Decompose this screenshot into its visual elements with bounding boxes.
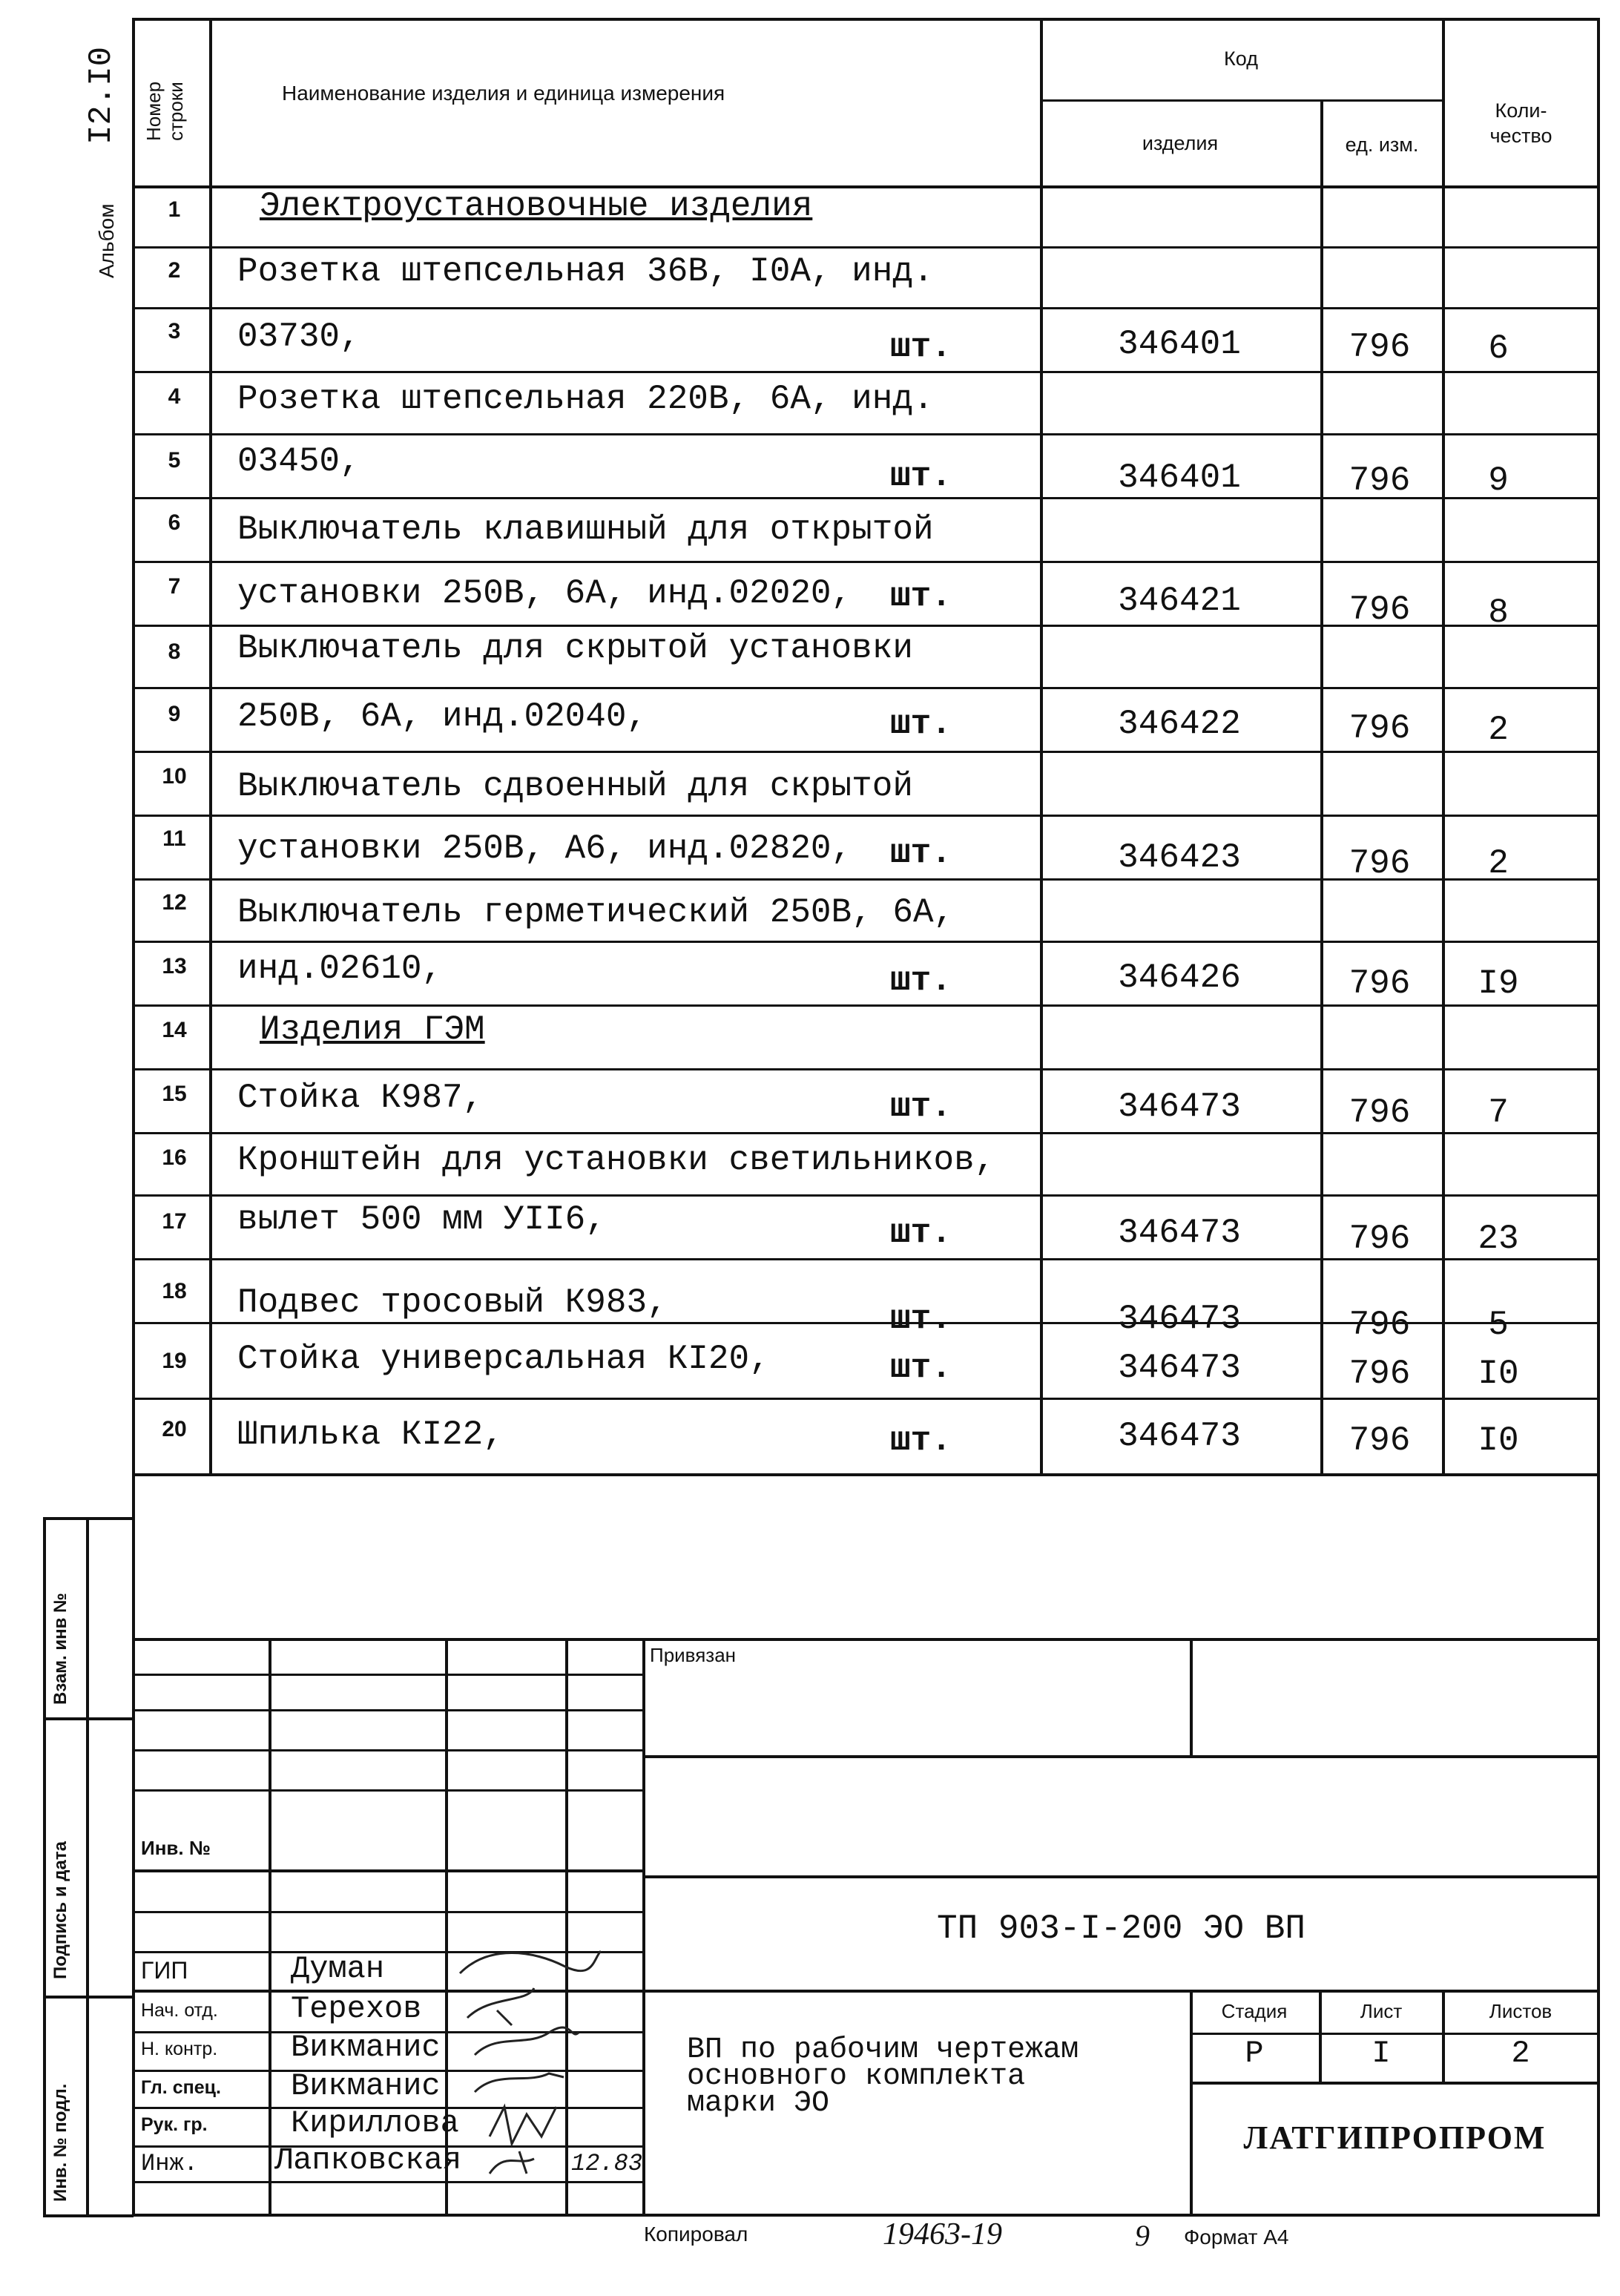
tb-doc-code: ТП 903-I-200 ЭО ВП	[937, 1910, 1305, 1948]
tb-code-top	[642, 1875, 1600, 1878]
row-qty: 8	[1488, 593, 1509, 632]
tb-left-row	[132, 1749, 644, 1751]
row-number: 11	[162, 826, 186, 851]
row-number: 4	[168, 384, 181, 409]
row-line	[132, 1194, 1600, 1197]
row-ucode: 796	[1349, 1306, 1411, 1344]
margin-inv-podl: Инв. № подл.	[50, 2083, 70, 2202]
row-name: вылет 500 мм УII6,	[237, 1200, 606, 1239]
frame-left	[132, 18, 135, 2215]
row-name: инд.02610,	[237, 950, 443, 988]
header-name: Наименование изделия и единица измерения	[282, 82, 725, 105]
tb-doc-title: ВП по рабочим чертежам основного комплекта марки ЭО	[687, 2033, 1079, 2120]
tb-role: Гл. спец.	[141, 2077, 221, 2098]
tb-privyazan-bottom	[642, 1755, 1600, 1758]
row-number: 3	[168, 319, 181, 343]
row-line	[132, 815, 1600, 817]
row-number: 14	[162, 1018, 187, 1042]
row-code: 346473	[1118, 1214, 1241, 1252]
row-name: Стойка К987,	[237, 1079, 484, 1117]
kod-subline	[1040, 99, 1442, 102]
row-number: 15	[162, 1082, 187, 1106]
tb-role: Инж.	[141, 2150, 198, 2177]
margin-strip-sep1	[43, 1717, 134, 1720]
row-line	[132, 1398, 1600, 1400]
row-code: 346473	[1118, 1088, 1241, 1126]
row-code: 346401	[1118, 458, 1241, 497]
row-line	[132, 1004, 1600, 1007]
row-name: Кронштейн для установки светильников,	[237, 1141, 995, 1180]
row-number: 9	[168, 702, 181, 726]
tb-org: ЛАТГИПРОПРОМ	[1243, 2119, 1547, 2156]
row-unit: шт.	[890, 834, 952, 872]
tb-person: Думан	[291, 1951, 385, 1987]
row-qty: 5	[1488, 1306, 1509, 1344]
row-ucode: 796	[1349, 964, 1411, 1003]
margin-strip-left	[43, 1517, 46, 2214]
row-number: 13	[162, 954, 187, 978]
row-unit: шт.	[890, 1300, 952, 1338]
tb-title-right	[1190, 1990, 1193, 2215]
row-unit: шт.	[890, 577, 952, 616]
tb-stadia-labels-bottom	[1190, 2033, 1600, 2035]
row-number: 18	[162, 1279, 187, 1303]
margin-strip-bottom	[43, 2214, 134, 2217]
row-ucode: 796	[1349, 328, 1411, 366]
row-number: 19	[162, 1349, 187, 1373]
row-number: 16	[162, 1145, 187, 1170]
row-line	[132, 307, 1600, 309]
tb-listov-label: Листов	[1489, 2000, 1552, 2022]
row-code: 346473	[1118, 1300, 1241, 1338]
row-code: 346473	[1118, 1417, 1241, 1455]
footer-kopiroval: Копировал	[644, 2223, 748, 2246]
row-name: Выключатель клавишный для открытой	[237, 510, 934, 549]
row-code: 346422	[1118, 705, 1241, 743]
margin-strip-top	[43, 1517, 134, 1520]
col-name-right	[1040, 18, 1043, 1476]
row-number: 17	[162, 1209, 187, 1234]
row-qty: 6	[1488, 329, 1509, 368]
row-unit: шт.	[890, 328, 952, 366]
tb-list-value: I	[1372, 2036, 1391, 2071]
row-qty: I0	[1478, 1355, 1519, 1393]
tb-person: Лапковская	[274, 2142, 462, 2178]
tb-privyazan: Привязан	[650, 1644, 737, 1666]
row-name: Розетка штепсельная 36В, I0А, инд.	[237, 252, 934, 291]
row-code: 346401	[1118, 325, 1241, 364]
row-name: Выключатель герметический 250В, 6А,	[237, 893, 955, 932]
row-name: Выключатель сдвоенный для скрытой	[237, 767, 913, 806]
row-number: 6	[168, 510, 181, 535]
row-line	[132, 1068, 1600, 1070]
margin-strip-right	[86, 1517, 89, 2214]
row-name: 250В, 6А, инд.02040,	[237, 697, 648, 736]
row-qty: 9	[1488, 461, 1509, 500]
row-line	[132, 246, 1600, 249]
tb-inv-no: Инв. №	[141, 1837, 211, 1859]
row-line	[132, 687, 1600, 689]
row-name: Электроустановочные изделия	[260, 187, 813, 226]
row-ucode: 796	[1349, 709, 1411, 748]
tb-privyazan-split	[1190, 1638, 1193, 1757]
row-line	[132, 371, 1600, 373]
row-unit: шт.	[890, 1088, 952, 1126]
row-line	[132, 941, 1600, 943]
signature-scribbles	[445, 1929, 608, 2196]
tb-person: Кириллова	[291, 2105, 459, 2141]
row-qty: 23	[1478, 1220, 1519, 1258]
tb-left-row	[132, 1911, 644, 1913]
frame-top	[132, 18, 1600, 21]
row-ucode: 796	[1349, 1355, 1411, 1393]
row-name: Шпилька КI22,	[237, 1415, 504, 1454]
tb-top	[132, 1638, 1600, 1641]
row-number: 1	[168, 197, 181, 222]
row-name: 03450,	[237, 442, 360, 481]
row-ucode: 796	[1349, 1421, 1411, 1460]
col-ucode-right	[1442, 18, 1445, 1476]
tb-left-row	[132, 1789, 644, 1792]
tb-col-1	[269, 1638, 271, 2215]
row-unit: шт.	[890, 705, 952, 743]
row-number: 7	[168, 574, 181, 599]
row-ucode: 796	[1349, 844, 1411, 883]
tb-person: Терехов	[291, 1991, 422, 2027]
row-number: 5	[168, 448, 181, 473]
margin-vzam-inv: Взам. инв №	[50, 1593, 70, 1705]
row-ucode: 796	[1349, 591, 1411, 629]
tb-date: 12.83	[571, 2150, 643, 2177]
row-number: 20	[162, 1417, 187, 1441]
row-number: 2	[168, 258, 181, 283]
row-unit: шт.	[890, 961, 952, 1000]
row-code: 346473	[1118, 1349, 1241, 1387]
row-name: Изделия ГЭМ	[260, 1010, 485, 1049]
row-ucode: 796	[1349, 461, 1411, 500]
tb-role: Рук. гр.	[141, 2114, 208, 2135]
col-rownum-right	[209, 18, 212, 1476]
row-qty: 2	[1488, 844, 1509, 883]
header-kod: Код	[1224, 47, 1258, 70]
footer-format: Формат А4	[1184, 2226, 1289, 2249]
header-row-no: Номер строки	[142, 81, 187, 141]
row-qty: I0	[1478, 1421, 1519, 1460]
row-unit: шт.	[890, 1349, 952, 1387]
tb-role: Н. контр.	[141, 2039, 218, 2059]
row-name: Подвес тросовый К983,	[237, 1283, 668, 1322]
header-kolichestvo: Коли- чество	[1489, 99, 1552, 147]
row-name: 03730,	[237, 318, 360, 356]
tb-stadia-value: Р	[1245, 2036, 1264, 2071]
header-ed-izm: ед. изм.	[1345, 134, 1419, 156]
row-name: установки 250В, 6А, инд.02020,	[237, 574, 852, 613]
row-line	[132, 1132, 1600, 1134]
header-izdelia: изделия	[1142, 132, 1219, 154]
frame-right	[1597, 18, 1600, 2215]
row-line	[132, 561, 1600, 563]
tb-person: Викманис	[291, 2068, 441, 2104]
tb-left-row	[132, 1709, 644, 1711]
album-number: I2.I0	[83, 46, 120, 145]
album-label: Альбом	[95, 203, 118, 278]
tb-role: ГИП	[141, 1957, 188, 1984]
tb-person: Викманис	[291, 2030, 441, 2065]
tb-left-row	[132, 1869, 644, 1872]
row-unit: шт.	[890, 1214, 952, 1252]
row-number: 10	[162, 764, 187, 789]
row-qty: I9	[1478, 964, 1519, 1003]
row-qty: 2	[1488, 711, 1509, 749]
row-line	[132, 433, 1600, 435]
tb-stadia-label: Стадия	[1221, 2000, 1288, 2022]
row-code: 346421	[1118, 582, 1241, 620]
row-line	[132, 751, 1600, 753]
row-name: Розетка штепсельная 220В, 6А, инд.	[237, 380, 934, 418]
row-number: 8	[168, 639, 181, 664]
row-number: 12	[162, 890, 187, 915]
tb-listov-value: 2	[1511, 2036, 1530, 2071]
tb-left-row	[132, 1674, 644, 1676]
row-name: Выключатель для скрытой установки	[237, 629, 913, 668]
row-ucode: 796	[1349, 1093, 1411, 1132]
tb-list-label: Лист	[1360, 2000, 1403, 2022]
row-name: установки 250В, А6, инд.02820,	[237, 829, 852, 868]
row-name: Стойка универсальная КI20,	[237, 1340, 770, 1378]
row-ucode: 796	[1349, 1220, 1411, 1258]
row-qty: 7	[1488, 1093, 1509, 1132]
row-line	[132, 1258, 1600, 1260]
frame-bottom	[132, 2214, 1600, 2217]
table-bottom	[132, 1473, 1600, 1476]
row-unit: шт.	[890, 457, 952, 496]
tb-role: Нач. отд.	[141, 2000, 218, 2021]
margin-strip-sep2	[43, 1996, 134, 1999]
footer-inv-number: 19463-19	[883, 2217, 1002, 2251]
margin-podpis-data: Подпись и дата	[50, 1841, 70, 1979]
row-code: 346423	[1118, 838, 1241, 877]
footer-sheet-mark: 9	[1135, 2219, 1150, 2252]
tb-stadia-values-bottom	[1190, 2082, 1600, 2085]
row-code: 346426	[1118, 958, 1241, 997]
row-unit: шт.	[890, 1421, 952, 1460]
